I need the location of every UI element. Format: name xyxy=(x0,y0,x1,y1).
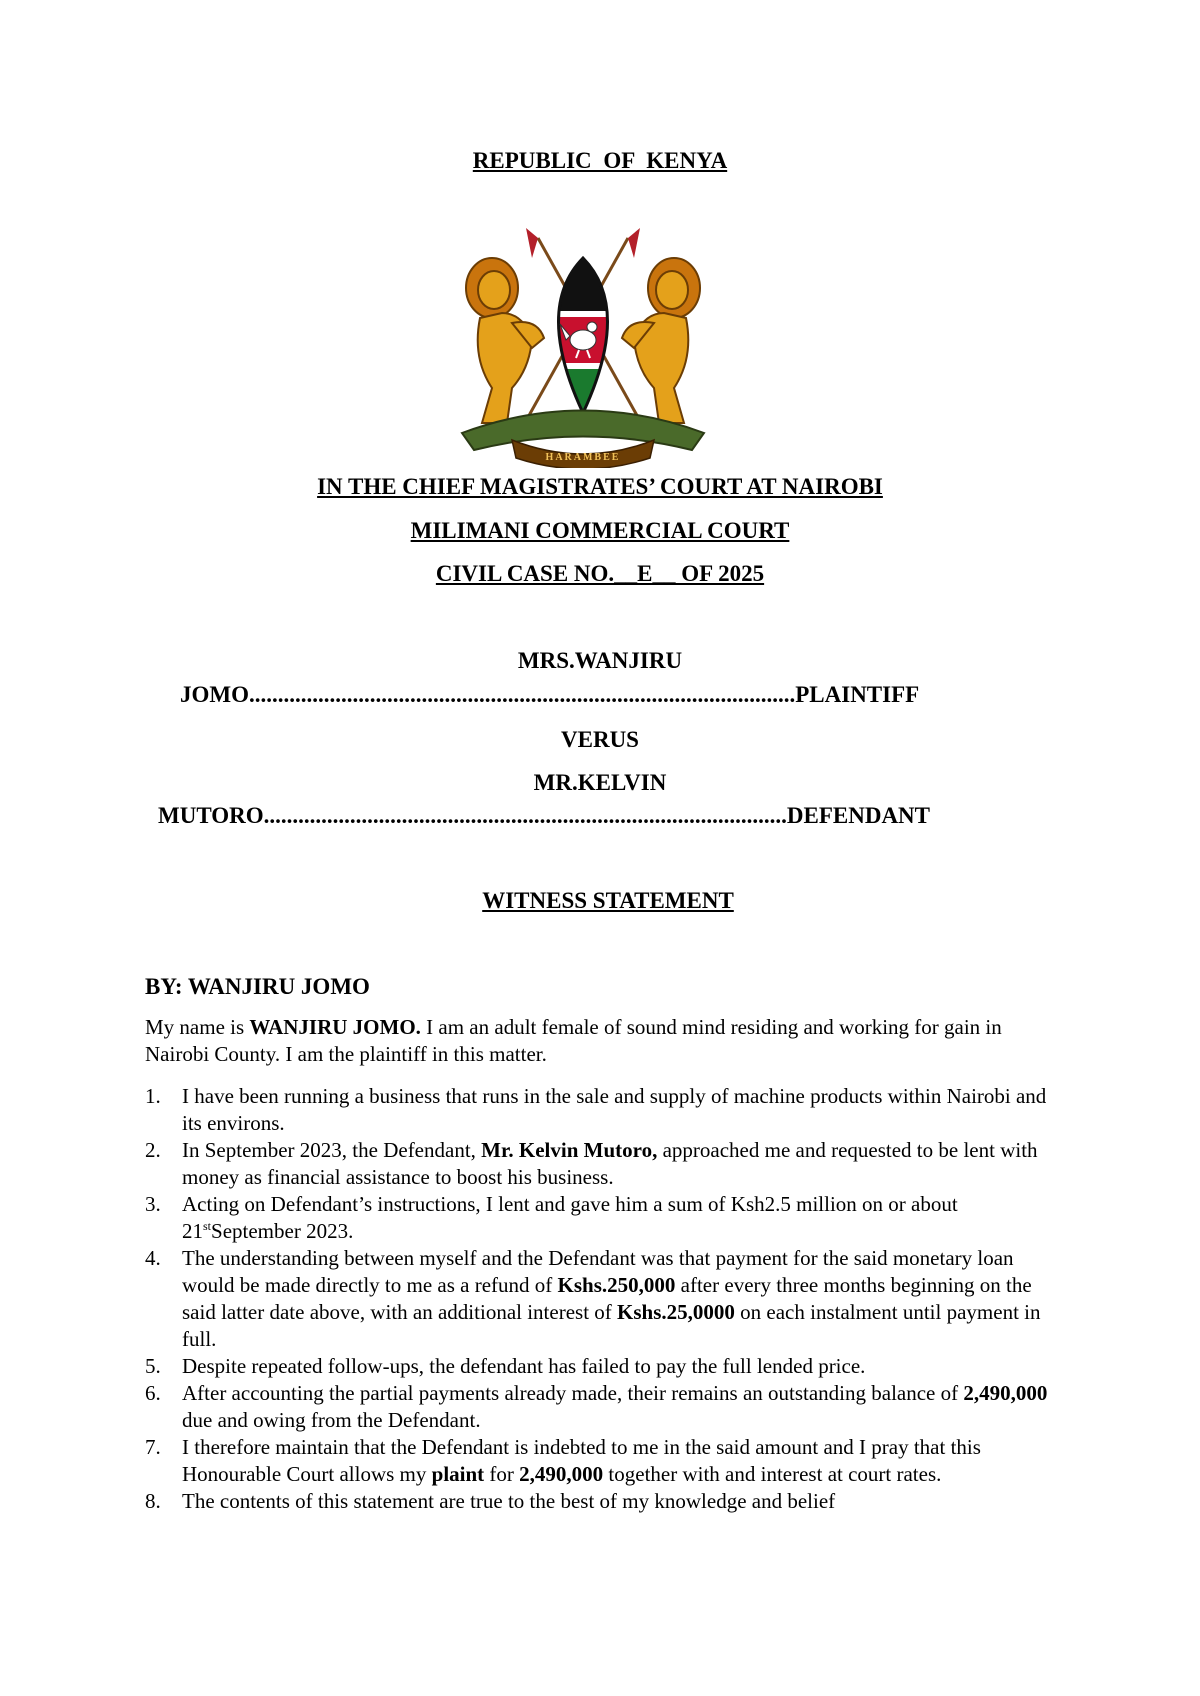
motto-text: HARAMBEE xyxy=(545,452,621,463)
versus-label: VERUS xyxy=(561,727,639,752)
statement-author: BY: WANJIRU JOMO xyxy=(145,974,370,999)
case-number: CIVIL CASE NO.__E__ OF 2025 xyxy=(435,561,765,586)
list-item: 7. I therefore maintain that the Defendant is indebted to me in the said amount and I pray that this Honourable Court allows my plaint for 2,490,000 together with and interest at court rates. xyxy=(145,1435,981,1486)
intro-paragraph: My name is WANJIRU JOMO. I am an adult female of sound mind residing and working for gain in Nairobi County. I am the plaintiff in this matter. xyxy=(145,1015,1002,1066)
list-item: 8. The contents of this statement are true to the best of my knowledge and belief xyxy=(145,1489,836,1513)
list-item: 2. In September 2023, the Defendant, Mr. Kelvin Mutoro, approached me and requested to be lent with money as financial assistance to boost his business. xyxy=(145,1138,1038,1189)
statement-heading: WITNESS STATEMENT xyxy=(482,888,734,913)
court-division: MILIMANI COMMERCIAL COURT xyxy=(410,518,790,543)
list-item: 4. The understanding between myself and the Defendant was that payment for the said monetary loan would be made directly to me as a refund of Kshs.250,000 after every three months beginning on the said latter date above, with an additional interest of Kshs.25,0000 on each instalment until payment in full. xyxy=(145,1246,1041,1351)
defendant-line: MUTORO...........................................................................................DEFENDANT xyxy=(158,803,931,828)
statement-list xyxy=(145,1083,1070,1515)
plaintiff-title: MRS.WANJIRU xyxy=(517,648,683,673)
republic-title: REPUBLIC OF KENYA xyxy=(472,148,728,173)
coat-of-arms-emblem xyxy=(452,228,714,468)
list-item: 6. After accounting the partial payments already made, their remains an outstanding balance of 2,490,000 due and owing from the Defendant. xyxy=(145,1381,1048,1432)
list-item: 5. Despite repeated follow-ups, the defendant has failed to pay the full lended price. xyxy=(145,1354,866,1378)
court-name: IN THE CHIEF MAGISTRATES’ COURT AT NAIROBI xyxy=(317,474,883,499)
plaintiff-line: JOMO...............................................................................................PLAINTIFF xyxy=(180,682,920,707)
defendant-title: MR.KELVIN xyxy=(533,770,667,795)
list-item: 3. Acting on Defendant’s instructions, I lent and gave him a sum of Ksh2.5 million on or about 21stSeptember 2023. xyxy=(145,1192,958,1243)
list-item: 1. I have been running a business that runs in the sale and supply of machine products within Nairobi and its environs. xyxy=(145,1084,1047,1135)
